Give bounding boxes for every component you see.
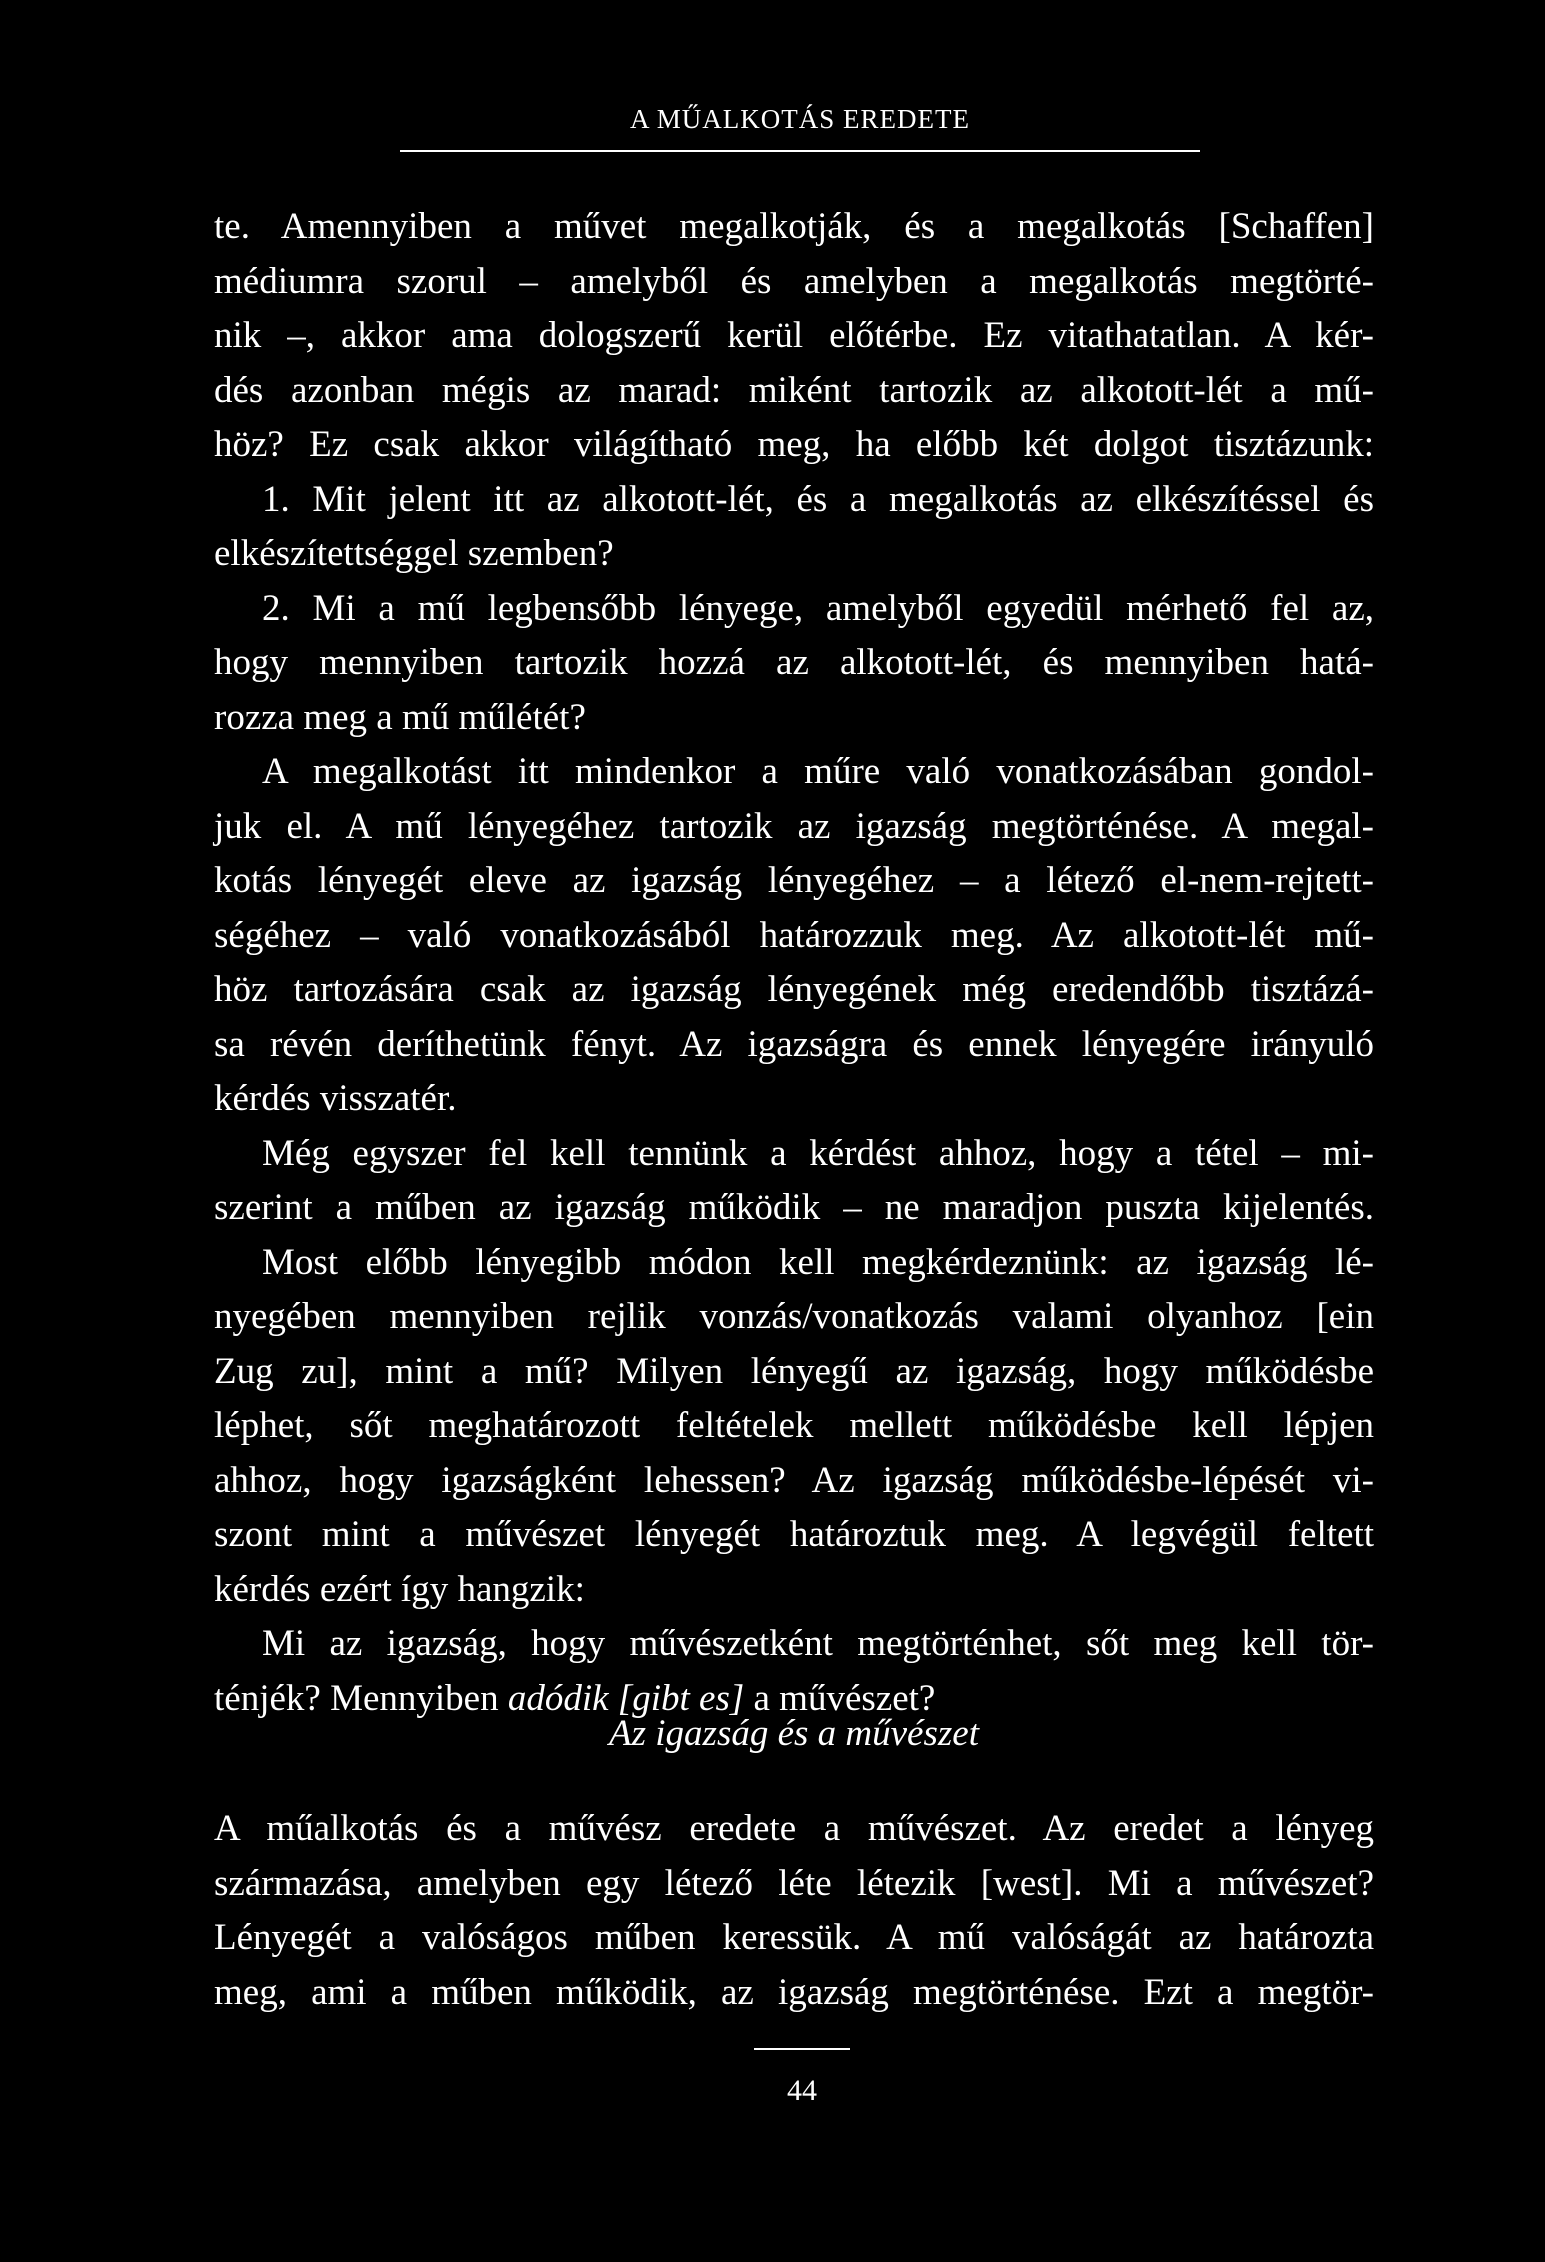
text-line: nyegében mennyiben rejlik vonzás/vonatkozás valami olyanhoz [ein <box>214 1296 1374 1337</box>
page-number: 44 <box>787 2074 817 2107</box>
text-segment: a művészet? <box>744 1677 936 1719</box>
text-line: juk el. A mű lényegéhez tartozik az igazság megtörténése. A megal- <box>214 805 1374 847</box>
footer-rule <box>754 2048 850 2050</box>
text-line: Még egyszer fel kell tennünk a kérdést ahhoz, hogy a tétel – mi- <box>262 1132 1374 1174</box>
text-line: 1. Mit jelent itt az alkotott-lét, és a megalkotás az elkészítéssel és <box>262 478 1374 520</box>
text-line: médiumra szorul – amelyből és amelyben a megalkotás megtörté- <box>214 260 1374 302</box>
text-line: sa révén deríthetünk fényt. Az igazságra és ennek lényegére irányuló <box>214 1023 1374 1065</box>
text-segment: ténjék? Mennyiben <box>214 1677 508 1719</box>
text-line: Lényegét a valóságos műben keressük. A mű valóságát az határozta <box>214 1917 1374 1958</box>
text-line: kérdés ezért így hangzik: <box>214 1568 585 1610</box>
text-line: Mi az igazság, hogy művészetként megtörténhet, sőt meg kell tör- <box>262 1623 1374 1664</box>
text-line: höz tartozására csak az igazság lényegének még eredendőbb tisztázá- <box>214 969 1374 1010</box>
text-line: kérdés visszatér. <box>214 1078 457 1119</box>
text-line: A műalkotás és a művész eredete a művészet. Az eredet a lényeg <box>214 1808 1374 1849</box>
text-line: Zug zu], mint a mű? Milyen lényegű az igazság, hogy működésbe <box>214 1350 1374 1392</box>
text-line: ségéhez – való vonatkozásából határozzuk meg. Az alkotott-lét mű- <box>214 914 1374 956</box>
italic-term: adódik [gibt es] <box>507 1677 745 1719</box>
text-line: Most előbb lényegibb módon kell megkérdeznünk: az igazság lé- <box>262 1241 1374 1283</box>
text-line: rozza meg a mű műlétét? <box>214 696 586 738</box>
text-line: léphet, sőt meghatározott feltételek mellett működésbe kell lépjen <box>214 1405 1374 1446</box>
section-text <box>214 1802 1374 2020</box>
text-line: nik –, akkor ama dologszerű kerül előtérbe. Ez vitathatatlan. A kér- <box>214 315 1374 356</box>
text-line: származása, amelyben egy létező léte létezik [west]. Mi a művészet? <box>214 1862 1374 1904</box>
text-line: höz? Ez csak akkor világítható meg, ha előbb két dolgot tisztázunk: <box>214 424 1374 465</box>
body-text <box>214 200 1374 1726</box>
header-rule <box>400 150 1200 152</box>
text-line: kotás lényegét eleve az igazság lényegéhez – a létező el-nem-rejtett- <box>214 860 1374 901</box>
running-head: A MŰALKOTÁS EREDETE <box>630 104 970 134</box>
text-line: hogy mennyiben tartozik hozzá az alkotott-lét, és mennyiben hatá- <box>214 642 1374 683</box>
text-line: szont mint a művészet lényegét határoztuk meg. A legvégül feltett <box>214 1514 1374 1555</box>
section-heading: Az igazság és a művészet <box>609 1713 979 1754</box>
text-line: meg, ami a műben működik, az igazság megtörténése. Ezt a megtör- <box>214 1971 1374 2013</box>
text-line: te. Amennyiben a művet megalkotják, és a megalkotás [Schaffen] <box>214 206 1374 247</box>
text-line: elkészítettséggel szemben? <box>214 533 614 574</box>
text-line: 2. Mi a mű legbensőbb lényege, amelyből egyedül mérhető fel az, <box>262 587 1374 629</box>
text-line: szerint a műben az igazság működik – ne maradjon puszta kijelentés. <box>214 1187 1374 1228</box>
text-line: ahhoz, hogy igazságként lehessen? Az igazság működésbe-lépését vi- <box>214 1459 1374 1501</box>
text-line: dés azonban mégis az marad: miként tartozik az alkotott-lét a mű- <box>214 369 1374 411</box>
text-line: A megalkotást itt mindenkor a műre való vonatkozásában gondol- <box>262 751 1374 792</box>
